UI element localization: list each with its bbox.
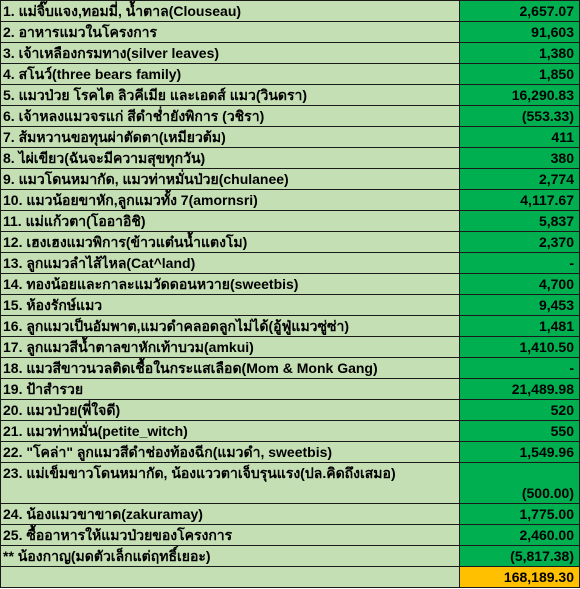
row-name-cell: 8. ไผ่เขียว(ฉันจะมีความสุขทุกวัน)	[1, 148, 460, 169]
row-name-cell: 15. ห้องรักษ์แมว	[1, 295, 460, 316]
table-row	[1, 64, 580, 85]
row-amount-cell: -	[460, 358, 580, 379]
row-name-cell: 6. เจ้าหลงแมวจรแก่ สีดำช่ำยังพิการ (วชิรา)	[1, 106, 460, 127]
row-name-cell: 13. ลูกแมวลำไส้ไหล(Cat^land)	[1, 253, 460, 274]
row-name-cell: 20. แมวป่วย(พี่ใจดี)	[1, 400, 460, 421]
table-row	[1, 295, 580, 316]
row-amount-cell: -	[460, 253, 580, 274]
row-amount-cell: 21,489.98	[460, 379, 580, 400]
table-row	[1, 1, 580, 22]
row-amount-cell: 2,370	[460, 232, 580, 253]
row-name-cell: 5. แมวป่วย โรคไต ลิวคีเมีย และเอดส์ แมว(วินดรา)	[1, 85, 460, 106]
table-row	[1, 400, 580, 421]
row-amount-cell: 16,290.83	[460, 85, 580, 106]
table-row	[1, 22, 580, 43]
table-row	[1, 232, 580, 253]
total-amount-cell: 168,189.30	[460, 567, 580, 588]
table-row	[1, 43, 580, 64]
row-amount-cell: 1,410.50	[460, 337, 580, 358]
row-amount-cell: 4,700	[460, 274, 580, 295]
row-name-cell: 7. ส้มหวานขอทุนผ่าตัดตา(เหมียวต้ม)	[1, 127, 460, 148]
row-name-cell: 16. ลูกแมวเป็นอัมพาต,แมวดำคลอดลูกไม่ได้(อู้ฟู่แมวซู่ซ่า)	[1, 316, 460, 337]
row-amount-cell: 380	[460, 148, 580, 169]
row-name-cell: 10. แมวน้อยขาหัก,ลูกแมวทั้ง 7(amornsri)	[1, 190, 460, 211]
row-name-cell: 12. เฮงเฮงแมวพิการ(ข้าวแต๋นน้ำแตงโม)	[1, 232, 460, 253]
row-name-cell: 14. ทองน้อยและกาละแมวัดดอนหวาย(sweetbis)	[1, 274, 460, 295]
table-row	[1, 546, 580, 567]
row-name-cell: 4. สโนว์(three bears family)	[1, 64, 460, 85]
row-name-cell: 25. ซื้ออาหารให้แมวป่วยของโครงการ	[1, 525, 460, 546]
row-amount-cell: (5,817.38)	[460, 546, 580, 567]
row-name-cell: 24. น้องแมวขาขาด(zakuramay)	[1, 504, 460, 525]
table-row	[1, 85, 580, 106]
row-amount-cell: 4,117.67	[460, 190, 580, 211]
row-name-cell: 19. ป้าสำรวย	[1, 379, 460, 400]
row-name-cell: 1. แม่จิ๊บแจง,ทอมมี่, น้ำตาล(Clouseau)	[1, 1, 460, 22]
table-row	[1, 253, 580, 274]
table-row	[1, 190, 580, 211]
table-row	[1, 316, 580, 337]
row-amount-cell: (500.00)	[460, 463, 580, 504]
row-amount-cell: 411	[460, 127, 580, 148]
table-row	[1, 442, 580, 463]
row-amount-cell: 9,453	[460, 295, 580, 316]
row-name-cell: 11. แม่แก้วตา(โออาอิชิ)	[1, 211, 460, 232]
table-row	[1, 211, 580, 232]
table-body	[1, 1, 580, 588]
row-name-cell: 22. "โคล่า" ลูกแมวสีดำช่องท้องฉีก(แมวดำ, sweetbis)	[1, 442, 460, 463]
total-row	[1, 567, 580, 588]
row-amount-cell: 91,603	[460, 22, 580, 43]
row-amount-cell: (553.33)	[460, 106, 580, 127]
table-row	[1, 169, 580, 190]
table-row	[1, 106, 580, 127]
row-amount-cell: 520	[460, 400, 580, 421]
table-row	[1, 337, 580, 358]
row-name-cell: 21. แมวท่าหมั่น(petite_witch)	[1, 421, 460, 442]
total-label-cell	[1, 567, 460, 588]
row-name-cell: 2. อาหารแมวในโครงการ	[1, 22, 460, 43]
row-name-cell: 9. แมวโดนหมากัด, แมวท่าหมั่นป่วย(chulanee)	[1, 169, 460, 190]
row-amount-cell: 2,460.00	[460, 525, 580, 546]
table-row	[1, 504, 580, 525]
row-amount-cell: 1,549.96	[460, 442, 580, 463]
row-amount-cell: 1,850	[460, 64, 580, 85]
row-name-cell: 3. เจ้าเหลืองกรมทาง(silver leaves)	[1, 43, 460, 64]
row-amount-cell: 2,774	[460, 169, 580, 190]
row-name-cell: ** น้องกาญ(มดตัวเล็กแต่ฤทธิ์เยอะ)	[1, 546, 460, 567]
table-row	[1, 148, 580, 169]
row-amount-cell: 2,657.07	[460, 1, 580, 22]
row-amount-cell: 1,481	[460, 316, 580, 337]
row-name-cell: 17. ลูกแมวสีน้ำตาลขาหักเท้าบวม(amkui)	[1, 337, 460, 358]
table-row	[1, 358, 580, 379]
row-name-cell: 18. แมวสีขาวนวลติดเชื้อในกระแสเลือด(Mom & Monk Gang)	[1, 358, 460, 379]
row-amount-cell: 550	[460, 421, 580, 442]
table-row	[1, 463, 580, 504]
row-amount-cell: 5,837	[460, 211, 580, 232]
row-name-cell: 23. แม่เข็มขาวโดนหมากัด, น้องแววตาเจ็บรุนแรง(ปล.คิดถึงเสมอ)	[1, 463, 460, 504]
table-row	[1, 274, 580, 295]
table-row	[1, 421, 580, 442]
row-amount-cell: 1,775.00	[460, 504, 580, 525]
table-row	[1, 127, 580, 148]
row-amount-cell: 1,380	[460, 43, 580, 64]
table-row	[1, 379, 580, 400]
table-row	[1, 525, 580, 546]
